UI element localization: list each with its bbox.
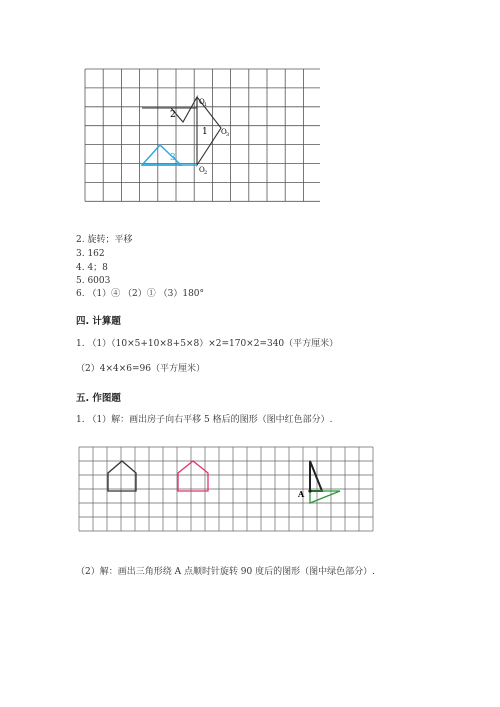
triangle-rotated-green — [310, 491, 340, 503]
label-o2: O — [199, 166, 205, 174]
house-original — [108, 461, 136, 491]
answer-6: 6. （1）④ （2）① （3）180° — [76, 289, 205, 299]
figure-1-grid — [84, 68, 320, 202]
label-a: A — [298, 489, 305, 499]
section-5-title: 五. 作图题 — [76, 393, 121, 404]
label-shape-1: 1 — [202, 127, 208, 137]
answer-2: 2. 旋转；平移 — [76, 235, 133, 245]
section-5-line-1: 1. （1）解：画出房子向右平移 5 格后的图形（图中红色部分）. — [76, 415, 333, 425]
section-5-line-2: （2）解：画出三角形绕 A 点顺时针旋转 90 度后的图形（图中绿色部分）. — [76, 567, 375, 577]
label-o3-sub: 3 — [226, 132, 230, 138]
figure-2-grid — [78, 446, 376, 532]
triangle-original — [310, 461, 322, 491]
section-4-line-2: （2）4×4×6=96（平方厘米） — [76, 364, 205, 374]
section-4-title: 四. 计算题 — [76, 316, 121, 327]
house-translated-red — [178, 461, 208, 491]
label-o2-sub: 2 — [204, 170, 208, 176]
grid-lines — [79, 447, 373, 531]
answer-5: 5. 6003 — [76, 276, 111, 286]
label-o1-sub: 1 — [204, 102, 208, 108]
section-4-line-1: 1. （1）（10×5+10×8+5×8）×2=170×2=340（平方厘米） — [76, 339, 339, 349]
point-a — [308, 489, 311, 492]
answer-3: 3. 162 — [76, 249, 105, 259]
label-shape-3: 3 — [170, 153, 176, 163]
label-shape-2: 2 — [170, 110, 176, 120]
answer-4: 4. 4；8 — [76, 263, 108, 273]
label-o3: O — [221, 128, 227, 136]
label-o1: O — [199, 98, 205, 106]
